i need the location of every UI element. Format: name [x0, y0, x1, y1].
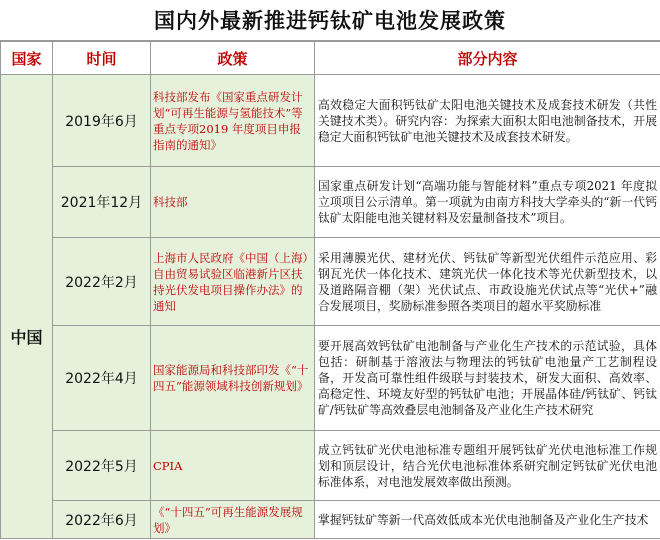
- content-cell: 掌握钙钛矿等新一代高效低成本光伏电池制备及产业化生产技术: [315, 501, 660, 539]
- content-cell: 要开展高效钙钛矿电池制备与产业化生产技术的示范试验，具体包括：研制基于溶液法与物理法的钙钛矿电池量产工艺制程设备，开发高可靠性组件级联与封装技术，研发大面积、高效率、高稳定性、环境友好型的钙钛矿电池；开展晶体硅/钙钛矿、钙钛矿/钙钛矿等高效叠层电池制备及产业化生产技术研究: [315, 326, 660, 431]
- table-row: [1, 501, 660, 539]
- time-cell: 2022年6月: [53, 501, 151, 539]
- content-cell: 国家重点研发计划“高端功能与智能材料”重点专项2021 年度拟立项项目公示清单。第一项就为由南方科技大学牵头的“新一代钙钛矿太阳能电池关键材料及宏量制备技术”项目。: [315, 167, 660, 238]
- policy-cell: 上海市人民政府《中国（上海）自由贸易试验区临港新片区扶持光伏发电项目操作办法》的通知: [151, 238, 315, 326]
- header-row: [1, 42, 660, 75]
- page-title: 国内外最新推进钙钛矿电池发展政策: [0, 0, 660, 41]
- policy-cell: 科技部: [151, 167, 315, 238]
- time-cell: 2021年12月: [53, 167, 151, 238]
- header-content: 部分内容: [315, 42, 660, 75]
- table-row: [1, 75, 660, 167]
- table-row: [1, 431, 660, 501]
- policy-cell: 科技部发布《国家重点研发计划“可再生能源与氢能技术”等重点专项2019 年度项目申报指南的通知》: [151, 75, 315, 167]
- time-cell: 2019年6月: [53, 75, 151, 167]
- policy-cell: 《“十四五”可再生能源发展规划》: [151, 501, 315, 539]
- policy-cell: 国家能源局和科技部印发《“十四五”能源领域科技创新规划》: [151, 326, 315, 431]
- header-time: 时间: [53, 42, 151, 75]
- policy-cell: CPIA: [151, 431, 315, 501]
- content-cell: 高效稳定大面积钙钛矿太阳电池关键技术及成套技术研发（共性关键技术类）。研究内容：为探索大面积太阳电池制备技术，开展稳定大面积钙钛矿电池关键技术及成套技术研发。: [315, 75, 660, 167]
- table-row: [1, 167, 660, 238]
- content-cell: 成立钙钛矿光伏电池标准专题组开展钙钛矿光伏电池标准工作规划和顶层设计，结合光伏电池标准体系研究制定钙钛矿光伏电池标准体系，对电池发展效率做出预测。: [315, 431, 660, 501]
- header-country: 国家: [1, 42, 53, 75]
- table-row: [1, 326, 660, 431]
- policy-table: [0, 41, 660, 539]
- header-policy: 政策: [151, 42, 315, 75]
- country-cell: 中国: [1, 75, 53, 539]
- content-cell: 采用薄膜光伏、建材光伏、钙钛矿等新型光伏组件示范应用、彩钢瓦光伏一体化技术、建筑光伏一体化技术等光伏新型技术，以及道路隔音棚（架）光伏试点、市政设施光伏试点等“光伏+”融合发展项目，奖励标准参照各类项目的超水平奖励标准: [315, 238, 660, 326]
- time-cell: 2022年5月: [53, 431, 151, 501]
- time-cell: 2022年4月: [53, 326, 151, 431]
- table-row: [1, 238, 660, 326]
- time-cell: 2022年2月: [53, 238, 151, 326]
